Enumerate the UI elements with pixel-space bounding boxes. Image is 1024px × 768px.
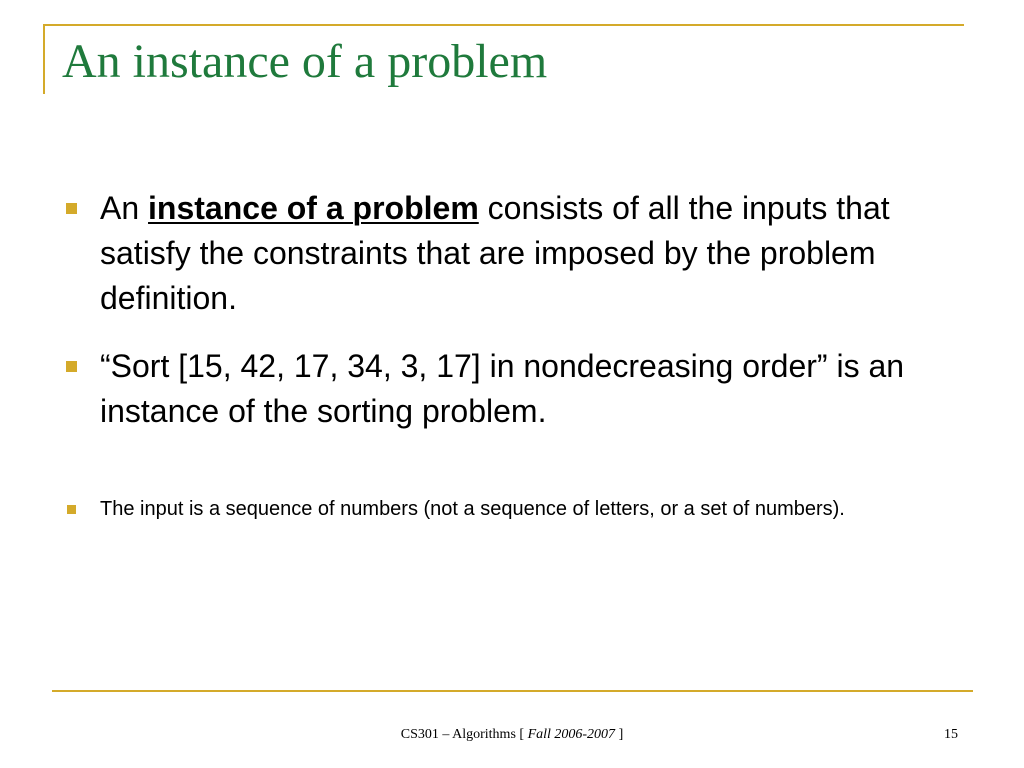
bullet-text-prefix: An xyxy=(100,190,149,226)
square-bullet-icon xyxy=(67,505,76,514)
bullet-text-suffix: consists of all the inputs that satisfy the constraints that are imposed by the problem definition. xyxy=(100,190,890,316)
footer-term: Fall 2006-2007 xyxy=(527,727,616,742)
bullet-list xyxy=(62,186,962,525)
footer-close: ] xyxy=(615,727,624,742)
left-frame-line xyxy=(43,24,45,94)
footer-course: CS301 – Algorithms [ xyxy=(400,727,528,742)
page-number: 15 xyxy=(944,727,958,742)
slide-title: An instance of a problem xyxy=(62,35,548,88)
square-bullet-icon xyxy=(66,203,77,214)
bullet-item xyxy=(62,344,962,434)
square-bullet-icon xyxy=(66,361,77,372)
top-frame-line xyxy=(43,24,964,26)
bullet-item xyxy=(62,186,962,321)
key-term: instance of a problem xyxy=(148,190,479,226)
bullet-text: The input is a sequence of numbers (not a sequence of letters, or a set of numbers). xyxy=(100,498,845,520)
bullet-item xyxy=(62,493,962,525)
footer-course-label xyxy=(0,727,1024,743)
footer-divider xyxy=(52,690,973,692)
bullet-text: “Sort [15, 42, 17, 34, 3, 17] in nondecreasing order” is an instance of the sorting problem. xyxy=(100,348,905,429)
